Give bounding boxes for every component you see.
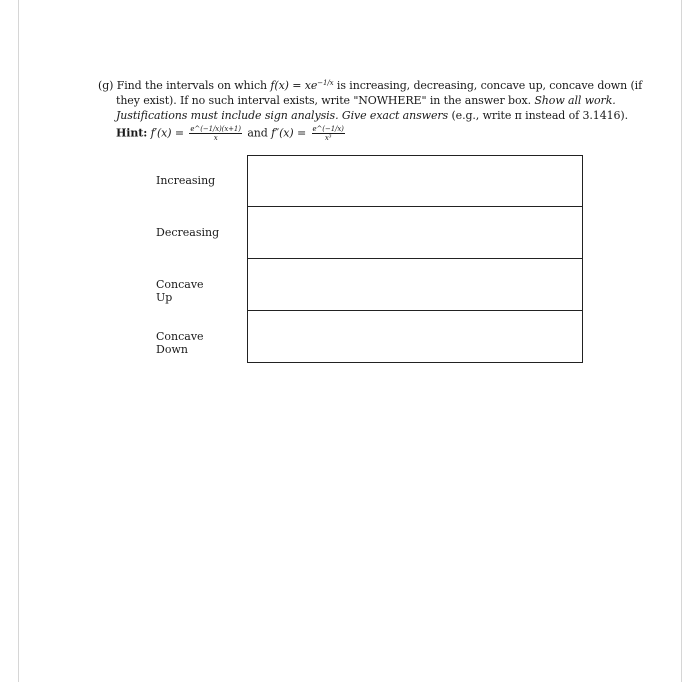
answer-box-concave-up[interactable] xyxy=(247,259,583,311)
problem-statement xyxy=(98,78,643,142)
hint-fraction-2 xyxy=(312,125,345,142)
answer-box-decreasing[interactable] xyxy=(247,207,583,259)
function-definition: f(x) = xe xyxy=(270,79,318,92)
problem-text-tail: is increasing, decreasing, concave up, concave down (if xyxy=(333,79,643,92)
instruction-exact-answers: (e.g., write π instead of 3.1416). xyxy=(448,109,628,122)
problem-label: (g) xyxy=(98,79,114,92)
answer-label-concave-up: Concave Up xyxy=(156,278,204,304)
answer-box-increasing[interactable] xyxy=(247,155,583,207)
hint-fraction-1-numerator: e^(−1/x)(x+1) xyxy=(190,125,241,133)
problem-line-3 xyxy=(98,108,638,123)
hint-fraction-2-denominator: x³ xyxy=(324,134,332,142)
hint-line xyxy=(98,125,638,142)
problem-line-1 xyxy=(98,78,643,93)
answer-box-concave-down[interactable] xyxy=(247,311,583,363)
hint-fraction-2-numerator: e^(−1/x) xyxy=(312,125,344,133)
hint-and: and xyxy=(243,126,272,140)
hint-fdoubleprime: f″(x) = xyxy=(271,126,310,140)
instruction-nowhere: they exist). If no such interval exists, write "NOWHERE" in the answer box. xyxy=(116,94,535,107)
instruction-justification: Justifications must include sign analysis. Give exact answers xyxy=(116,109,449,122)
problem-line-2 xyxy=(98,93,638,108)
answer-label-concave-down: Concave Down xyxy=(156,330,204,356)
function-exponent: −1/x xyxy=(317,79,334,87)
hint-fraction-1-denominator: x xyxy=(213,134,218,142)
instruction-show-work: Show all work. xyxy=(534,94,616,107)
hint-fprime: f′(x) = xyxy=(147,126,188,140)
problem-text-intro: Find the intervals on which xyxy=(116,79,271,92)
hint-fraction-1 xyxy=(189,125,242,142)
answer-label-decreasing: Decreasing xyxy=(156,226,220,239)
answer-label-increasing: Increasing xyxy=(156,174,216,187)
hint-label: Hint: xyxy=(116,126,148,140)
